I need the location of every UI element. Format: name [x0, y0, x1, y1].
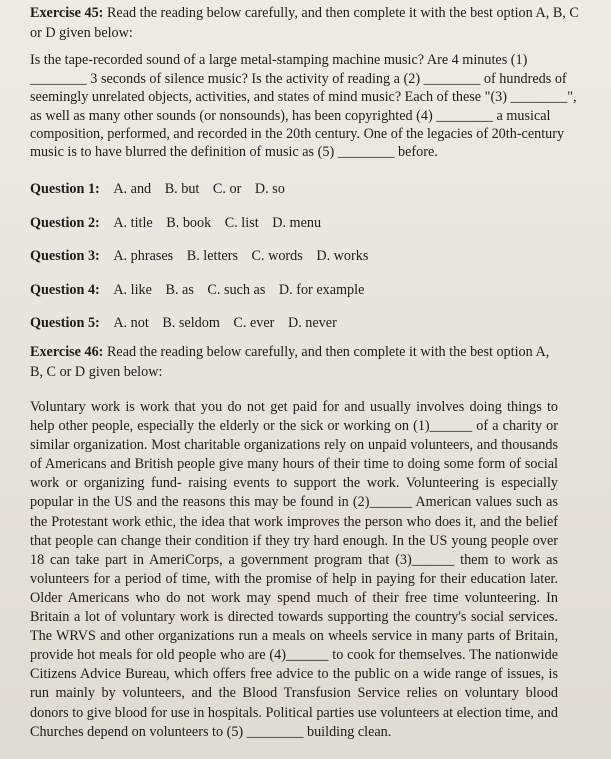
question-label: Question 4:	[30, 281, 100, 298]
option-d: D. menu	[272, 214, 322, 231]
exercise-45-heading	[30, 4, 580, 43]
option-a: A. and	[113, 181, 152, 197]
exercise-45	[30, 4, 580, 162]
option-c: C. such as	[207, 281, 266, 298]
option-c: C. ever	[233, 315, 275, 331]
question-label: Question 2:	[30, 214, 100, 231]
option-a: A. like	[113, 281, 152, 298]
question-2	[30, 214, 580, 248]
option-d: D. never	[287, 315, 337, 331]
exercise-46	[30, 343, 558, 742]
exercise-45-questions	[30, 180, 580, 348]
option-a: A. title	[113, 214, 153, 231]
question-3	[30, 247, 580, 281]
question-label: Question 5:	[30, 315, 100, 331]
question-label: Question 1:	[30, 181, 100, 197]
option-c: C. words	[251, 248, 303, 264]
option-d: D. so	[254, 181, 285, 197]
exercise-45-instruction: Read the reading below carefully, and then complete it with the best option A, B, C or D given below:	[30, 5, 579, 41]
option-b: B. letters	[186, 248, 238, 264]
exercise-46-passage: Voluntary work is work that you do not get paid for and usually involves doing things to help other people, especially the elderly or the sick or working on (1)______ of a charity or similar organization. Most charitable organizations rely on unpaid volunteers, and thousands of Americans and British people give many hours of their time to doing some form of social work or organizing fund- raising events to support the work. Volunteering is especially popular in the US and the reasons this may be found in (2)______ American values such as the Protestant work ethic, the idea that work improves the person who does it, and the belief that people can change their condition if they try hard enough. In the US young people over 18 can take part in AmeriCorps, a government program that (3)______ them to work as volunteers for a period of time, with the promise of help in paying for their education later. Older Americans who do not work may spend much of their free time volunteering. In Britain a lot of voluntary work is directed towards supporting the country's social services. The WRVS and other organizations run a meals on wheels service in many parts of Britain, provide hot meals for old people who are (4)______ to cook for themselves. The nationwide Citizens Advice Bureau, which offers free advice to the public on a wide range of issues, is run mainly by volunteers, and the Blood Transfusion Service relies on voluntary blood donors to give blood for use in hospitals. Political parties use volunteers at election time, and Churches depend on volunteers to (5) ________ building clean.	[30, 399, 558, 740]
question-1	[30, 180, 580, 214]
exercise-45-title: Exercise 45:	[30, 5, 104, 21]
question-label: Question 3:	[30, 248, 100, 264]
option-b: B. as	[165, 281, 194, 298]
exercise-45-passage: Is the tape-recorded sound of a large metal-stamping machine music? Are 4 minutes (1) ________ 3 seconds of silence music? Is the activity of reading a (2) ________ of hundreds of seemingly unrelated objects, activities, and states of mind music? Each of these "(3) ________", as well as many other sounds (or nonsounds), has been copyrighted (4) ________ a musical composition, performed, and recorded in the 20th century. One of the legacies of 20th-century music is to have blurred the definition of music as (5) ________ before.	[30, 52, 577, 161]
question-4	[30, 281, 580, 315]
exercise-46-instruction: Read the reading below carefully, and then complete it with the best option A, B, C or D given below:	[30, 344, 550, 380]
option-a: A. phrases	[113, 248, 174, 264]
option-c: C. list	[224, 214, 259, 231]
option-d: D. for example	[278, 281, 365, 298]
option-a: A. not	[113, 315, 149, 331]
option-d: D. works	[316, 248, 369, 264]
exercise-46-title: Exercise 46:	[30, 344, 104, 360]
option-b: B. but	[164, 181, 200, 197]
option-b: B. book	[166, 214, 212, 231]
option-b: B. seldom	[162, 315, 220, 331]
exercise-46-heading	[30, 343, 558, 382]
option-c: C. or	[212, 181, 242, 197]
